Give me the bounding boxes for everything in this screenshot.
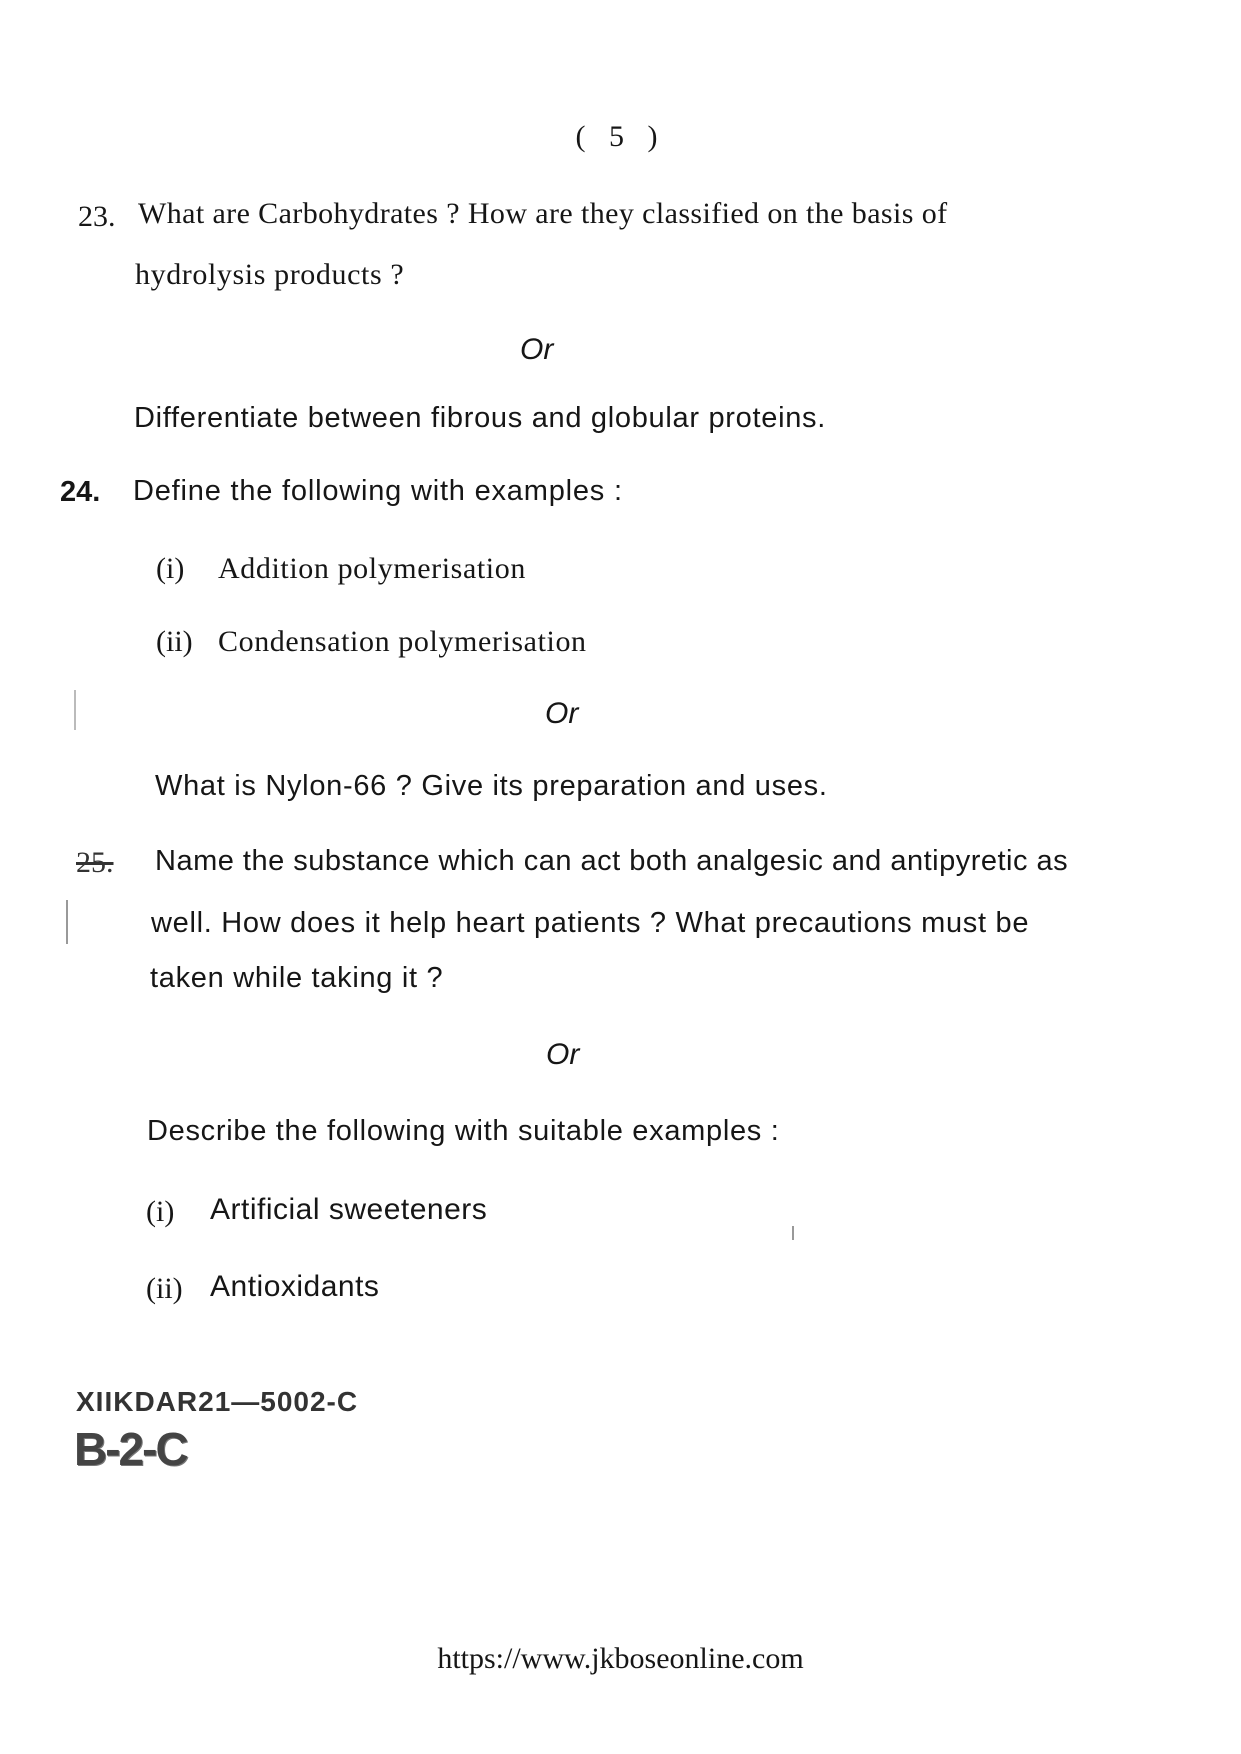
question-25-item-2-label: (ii) [146,1272,183,1305]
question-25-text-line1: Name the substance which can act both analgesic and antipyretic as [155,845,1069,877]
question-24-item-1-text: Addition polymerisation [218,552,526,585]
page-number: ( 5 ) [575,120,666,153]
question-23-or: Or [520,333,554,366]
set-stamp: B-2-C [74,1423,187,1475]
question-23-text-line2: hydrolysis products ? [135,258,405,291]
question-25-item-2-text: Antioxidants [210,1270,380,1303]
question-25-text-line3: taken while taking it ? [150,962,444,994]
question-23-alternative: Differentiate between fibrous and globular proteins. [134,402,827,434]
question-25-alternative: Describe the following with suitable examples : [147,1115,780,1147]
question-24-or: Or [545,697,579,730]
paper-code: XIIKDAR21—5002-C [76,1386,359,1417]
question-24-item-1-label: (i) [156,552,185,585]
question-23-text-line1: What are Carbohydrates ? How are they classified on the basis of [138,197,948,230]
question-25-or: Or [546,1038,580,1071]
question-25-item-1-label: (i) [146,1195,175,1228]
question-24-item-2-label: (ii) [156,625,193,658]
question-24-item-2-text: Condensation polymerisation [218,625,587,658]
question-24-alternative: What is Nylon-66 ? Give its preparation and uses. [155,770,828,802]
question-25-item-1-text: Artificial sweeteners [210,1193,488,1226]
scan-speck [74,690,76,730]
question-24-text: Define the following with examples : [133,475,623,507]
question-25-text-line2: well. How does it help heart patients ? What precautions must be [151,907,1030,939]
question-25-number: 25. [76,846,114,879]
source-url: https://www.jkboseonline.com [437,1642,804,1675]
scan-speck [66,900,68,944]
question-23-number: 23. [78,200,116,233]
question-24-number: 24. [60,476,101,508]
scan-speck [792,1226,794,1240]
